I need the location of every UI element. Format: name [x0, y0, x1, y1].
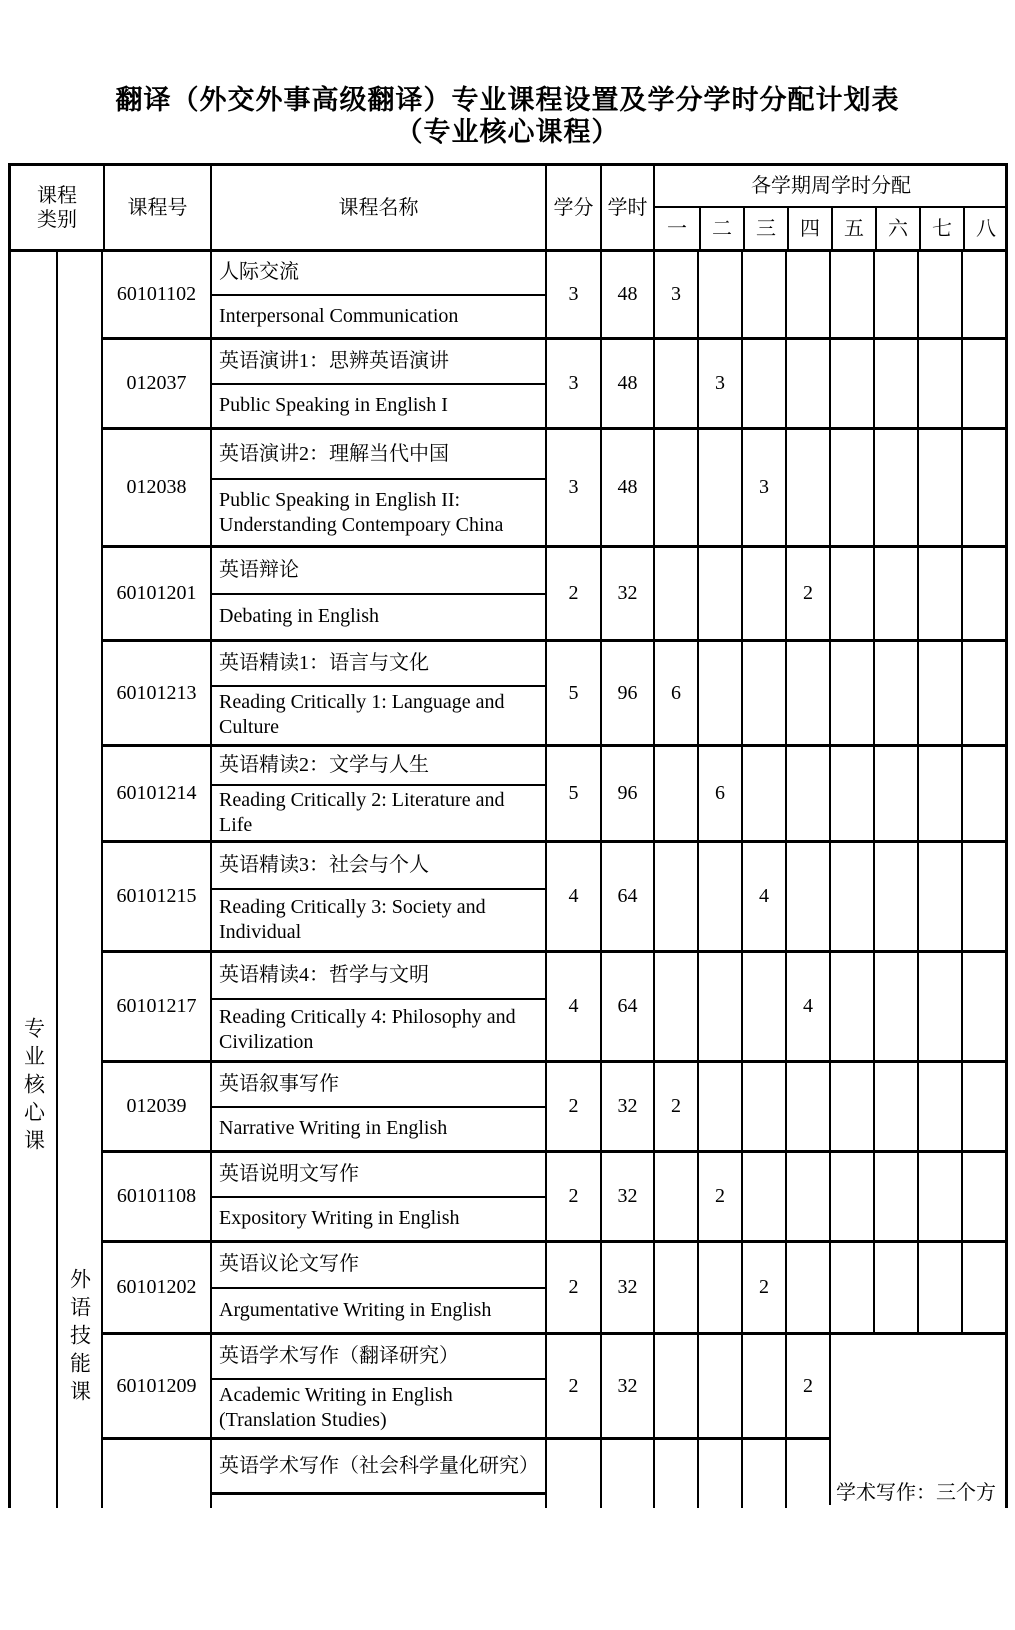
semester-cell	[917, 252, 961, 337]
course-hours: 48	[600, 252, 653, 337]
course-code: 012037	[126, 372, 187, 394]
semester-cell	[785, 642, 829, 744]
category-column-primary	[11, 252, 58, 1508]
semester-cell: 2	[785, 548, 829, 639]
course-name-cn: 英语精读3：社会与个人	[212, 843, 545, 890]
category-column-secondary	[58, 252, 103, 1508]
semester-cell	[697, 1063, 741, 1150]
header-course-name: 课程名称	[210, 166, 545, 249]
header-semester-numbers	[655, 208, 1007, 249]
course-name-cell	[210, 252, 545, 337]
course-name-cell	[210, 1153, 545, 1240]
semester-cell: 3	[653, 252, 697, 337]
course-name-cn: 英语叙事写作	[212, 1063, 545, 1108]
semester-cell	[653, 953, 697, 1060]
semester-cell	[961, 252, 1005, 337]
header-semester-group	[653, 166, 1007, 249]
semester-cell	[917, 548, 961, 639]
course-row	[103, 843, 1005, 953]
semester-cell	[697, 1440, 741, 1508]
course-name-cell	[210, 340, 545, 427]
header-category: 课程 类别	[37, 184, 77, 231]
category-label-secondary: 外语技能课	[67, 1268, 92, 1408]
semester-cell	[829, 953, 873, 1060]
course-credits: 3	[545, 252, 600, 337]
semester-cell	[961, 953, 1005, 1060]
course-name-cell	[210, 642, 545, 744]
course-name-cn: 英语学术写作（翻译研究）	[212, 1335, 545, 1380]
course-credits: 5	[545, 747, 600, 840]
semester-cell	[917, 953, 961, 1060]
course-hours: 32	[600, 548, 653, 639]
course-name-en: Reading Critically 1: Language and Culture	[219, 691, 505, 739]
semester-cell	[785, 1243, 829, 1332]
page-title	[0, 84, 1015, 148]
semester-cell	[653, 1440, 697, 1508]
semester-cell: 2	[785, 1335, 829, 1440]
course-name-en: Argumentative Writing in English	[219, 1298, 492, 1321]
course-credits: 2	[545, 1243, 600, 1332]
semester-cell	[653, 1335, 697, 1440]
semester-cell	[917, 843, 961, 950]
course-name-en: Reading Critically 3: Society and Individual	[219, 895, 486, 943]
course-hours	[600, 1440, 653, 1508]
table-header-row	[11, 166, 1005, 252]
course-hours: 48	[600, 340, 653, 427]
course-row	[103, 953, 1005, 1063]
semester-cell	[829, 1243, 873, 1332]
course-hours: 64	[600, 843, 653, 950]
semester-cell	[653, 747, 697, 840]
course-hours: 32	[600, 1335, 653, 1440]
course-name-cn: 人际交流	[212, 252, 545, 296]
course-hours: 48	[600, 430, 653, 545]
semester-cell	[961, 430, 1005, 545]
course-code: 60101102	[116, 283, 197, 305]
header-course-no: 课程号	[103, 166, 210, 249]
semester-cell	[873, 953, 917, 1060]
semester-cell	[697, 953, 741, 1060]
course-plan-table	[8, 163, 1008, 1508]
semester-cell	[961, 1153, 1005, 1240]
course-code: 60101214	[116, 782, 197, 804]
header-semester-7: 七	[919, 208, 963, 249]
course-credits: 5	[545, 642, 600, 744]
semester-cell	[829, 548, 873, 639]
semester-cell	[873, 1243, 917, 1332]
course-name-en: Interpersonal Communication	[219, 304, 459, 327]
header-hours: 学时	[600, 166, 653, 249]
semester-cell	[829, 252, 873, 337]
semester-cell	[917, 642, 961, 744]
semester-cell	[653, 548, 697, 639]
semester-cell	[829, 340, 873, 427]
semester-cell	[873, 747, 917, 840]
semester-cell	[917, 1063, 961, 1150]
semester-cell	[961, 642, 1005, 744]
semester-cell	[829, 1063, 873, 1150]
course-name-cn: 英语演讲1：思辨英语演讲	[212, 340, 545, 385]
course-code: 60101209	[103, 1335, 210, 1440]
course-name-en: Reading Critically 2: Literature and Life	[219, 789, 505, 836]
semester-cell	[961, 340, 1005, 427]
course-name-cell	[210, 1335, 545, 1440]
semester-cell	[741, 747, 785, 840]
course-row	[103, 642, 1005, 747]
course-name-cn: 英语精读4：哲学与文明	[212, 953, 545, 1000]
course-code	[103, 1440, 210, 1508]
semester-cell	[829, 843, 873, 950]
semester-cell	[653, 340, 697, 427]
course-name-en: Expository Writing in English	[219, 1207, 460, 1230]
course-name-cn: 英语演讲2：理解当代中国	[212, 430, 545, 480]
page-title-line1: 翻译（外交外事高级翻译）专业课程设置及学分学时分配计划表	[115, 85, 900, 115]
header-credits: 学分	[545, 166, 600, 249]
semester-cell	[873, 252, 917, 337]
semester-cell	[785, 430, 829, 545]
course-name-cell	[210, 843, 545, 950]
semester-cell	[697, 430, 741, 545]
semester-cell	[785, 843, 829, 950]
course-code: 012038	[126, 476, 187, 498]
course-name-cell	[210, 747, 545, 840]
course-hours: 32	[600, 1153, 653, 1240]
header-semester-1: 一	[667, 217, 687, 240]
semester-cell: 3	[697, 340, 741, 427]
semester-cell	[653, 843, 697, 950]
course-code: 60101202	[116, 1276, 197, 1298]
course-row	[103, 1243, 1005, 1335]
semester-cell	[785, 747, 829, 840]
semester-cell	[873, 843, 917, 950]
course-hours: 96	[600, 642, 653, 744]
course-hours: 64	[600, 953, 653, 1060]
table-body	[11, 252, 1005, 1508]
semester-cell	[873, 642, 917, 744]
course-name-cell	[210, 1243, 545, 1332]
semester-cell	[697, 252, 741, 337]
semester-cell	[697, 548, 741, 639]
semester-cell	[653, 430, 697, 545]
semester-cell	[741, 340, 785, 427]
semester-cell: 2	[741, 1243, 785, 1332]
course-name-en: Public Speaking in English I	[219, 394, 448, 417]
semester-cell	[829, 430, 873, 545]
semester-cell	[741, 1063, 785, 1150]
header-semester-4: 四	[787, 208, 831, 249]
semester-cell	[961, 843, 1005, 950]
semester-cell	[961, 1243, 1005, 1332]
semester-cell	[917, 430, 961, 545]
course-name-cn: 英语精读2：文学与人生	[212, 747, 545, 786]
header-semester-8: 八	[963, 208, 1007, 249]
category-label-primary: 专业核心课	[21, 1017, 46, 1157]
semester-cell: 3	[741, 430, 785, 545]
semester-cell	[961, 1063, 1005, 1150]
semester-cell	[829, 642, 873, 744]
header-semester-5: 五	[831, 208, 875, 249]
course-credits: 3	[545, 430, 600, 545]
course-credits	[545, 1440, 600, 1508]
course-row	[103, 1063, 1005, 1153]
semester-cell: 4	[785, 953, 829, 1060]
course-name-en: Academic Writing in English (Translation Studies)	[219, 1384, 453, 1432]
course-credits: 2	[545, 548, 600, 639]
course-row	[103, 430, 1005, 548]
semester-cell	[697, 1243, 741, 1332]
semester-cell	[917, 340, 961, 427]
semester-cell	[697, 1335, 741, 1440]
course-name-cell	[210, 430, 545, 545]
semester-cell	[785, 1440, 829, 1508]
semester-cell	[653, 1243, 697, 1332]
course-code: 60101213	[116, 681, 197, 704]
header-semester-3: 三	[743, 208, 787, 249]
semester-cell	[873, 548, 917, 639]
course-name-en	[212, 1495, 545, 1508]
semester-cell	[917, 1153, 961, 1240]
course-name-cn: 英语辩论	[212, 548, 545, 595]
semester-cell	[741, 1335, 785, 1440]
course-name-en: Narrative Writing in English	[219, 1117, 448, 1140]
course-code: 60101108	[116, 1185, 197, 1207]
course-name-cell	[210, 1440, 545, 1508]
semester-cell	[741, 1440, 785, 1508]
semester-cell: 2	[653, 1063, 697, 1150]
semester-cell	[697, 642, 741, 744]
course-name-cell	[210, 548, 545, 639]
semester-cell	[785, 340, 829, 427]
course-credits: 2	[545, 1153, 600, 1240]
course-name-cell	[210, 953, 545, 1060]
semester-cell	[829, 1153, 873, 1240]
semester-cell	[697, 843, 741, 950]
semester-cell	[917, 1243, 961, 1332]
semester-cell	[785, 1063, 829, 1150]
course-code: 60101217	[116, 995, 197, 1017]
semester-cell	[873, 1153, 917, 1240]
semester-cell	[741, 642, 785, 744]
course-name-cell	[210, 1063, 545, 1150]
course-row	[103, 340, 1005, 430]
course-hours: 32	[600, 1243, 653, 1332]
semester-cell	[653, 1153, 697, 1240]
course-hours: 96	[600, 747, 653, 840]
course-credits: 2	[545, 1335, 600, 1440]
course-code: 012039	[126, 1095, 187, 1117]
semester-cell	[741, 953, 785, 1060]
annotation-text: 学术写作：三个方	[836, 1482, 996, 1504]
semester-cell	[785, 252, 829, 337]
semester-cell	[873, 430, 917, 545]
course-credits: 4	[545, 953, 600, 1060]
semester-cell	[829, 747, 873, 840]
merged-annotation-cell	[829, 1335, 1005, 1505]
semester-cell	[873, 1063, 917, 1150]
course-name-cn: 英语精读1：语言与文化	[212, 642, 545, 687]
semester-cell: 4	[741, 843, 785, 950]
semester-cell	[741, 1153, 785, 1240]
semester-cell	[785, 1153, 829, 1240]
semester-cell	[741, 548, 785, 639]
course-credits: 2	[545, 1063, 600, 1150]
course-code: 60101201	[116, 582, 197, 604]
course-name-cn: 英语学术写作（社会科学量化研究）	[212, 1440, 545, 1495]
semester-cell	[961, 747, 1005, 840]
course-name-en: Debating in English	[219, 605, 379, 628]
course-name-cn: 英语说明文写作	[212, 1153, 545, 1198]
page-title-line2: （专业核心课程）	[395, 117, 620, 147]
semester-cell	[741, 252, 785, 337]
semester-cell	[917, 747, 961, 840]
course-row	[103, 747, 1005, 843]
semester-cell: 6	[697, 747, 741, 840]
course-credits: 4	[545, 843, 600, 950]
course-row	[103, 1153, 1005, 1243]
course-name-cn: 英语议论文写作	[212, 1243, 545, 1289]
header-semester-2: 二	[699, 208, 743, 249]
header-semester-6: 六	[875, 208, 919, 249]
course-rows	[103, 252, 1005, 1508]
course-name-en: Public Speaking in English II: Understanding Contempoary China	[219, 488, 504, 536]
semester-cell: 6	[653, 642, 697, 744]
semester-cell: 2	[697, 1153, 741, 1240]
semester-cell	[961, 548, 1005, 639]
course-credits: 3	[545, 340, 600, 427]
course-code: 60101215	[116, 885, 197, 907]
course-row	[103, 548, 1005, 642]
course-name-en: Reading Critically 4: Philosophy and Civilization	[219, 1005, 516, 1053]
course-hours: 32	[600, 1063, 653, 1150]
semester-cell	[873, 340, 917, 427]
course-row	[103, 252, 1005, 340]
header-semester-group-title: 各学期周学时分配	[655, 166, 1007, 208]
